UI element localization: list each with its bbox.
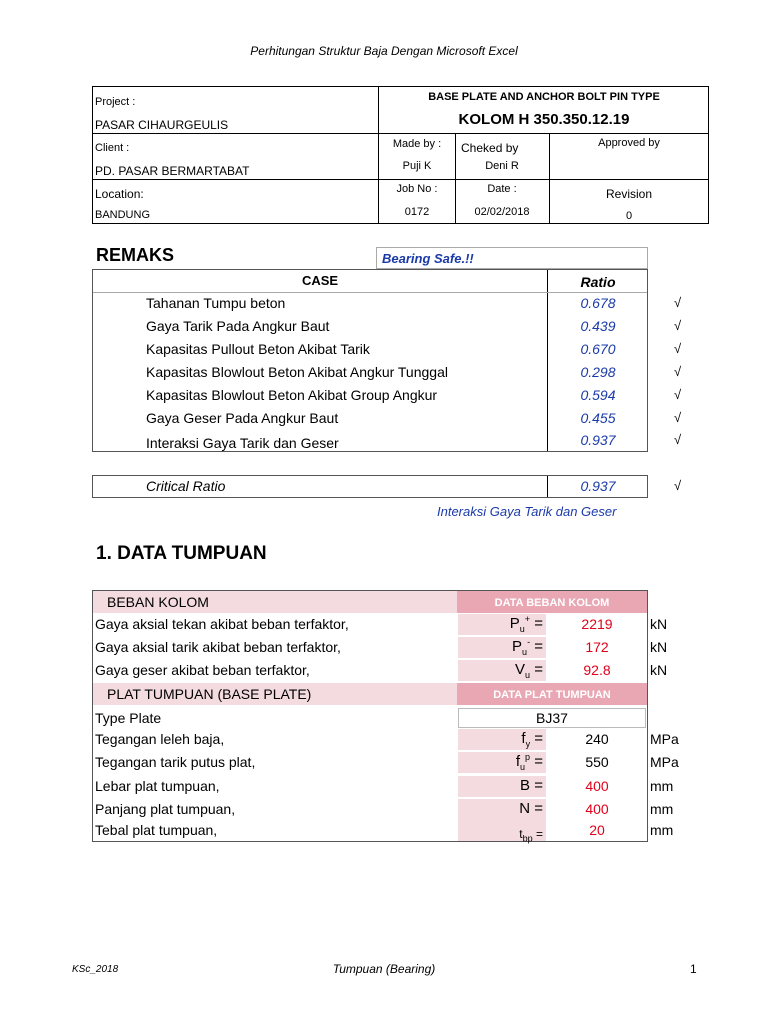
symbol-cell: $t_{bp}$ =	[458, 820, 546, 841]
symbol-cell: $V_u$ =	[458, 660, 546, 681]
project-label: Project :	[95, 96, 136, 108]
unit: mm	[650, 801, 674, 817]
unit: kN	[650, 639, 668, 655]
symbol-cell: $f_y$ =	[458, 729, 546, 750]
footer-left: KSc_2018	[72, 964, 119, 975]
beban-row-label: Gaya aksial tekan akibat beban terfaktor,	[95, 616, 349, 632]
beban-value: 92.8	[583, 662, 611, 678]
project-value: PASAR CIHAURGEULIS	[95, 118, 229, 132]
approved-label: Approved by	[598, 137, 660, 149]
unit: mm	[650, 778, 674, 794]
location-value: BANDUNG	[95, 209, 151, 221]
case-row-label: Interaksi Gaya Tarik dan Geser	[146, 435, 339, 451]
beban-tag: DATA BEBAN KOLOM	[457, 591, 647, 613]
plat-header: PLAT TUMPUAN (BASE PLATE)	[107, 686, 312, 702]
check-icon: √	[674, 318, 682, 333]
case-row-ratio: 0.298	[580, 364, 616, 380]
date-value: 02/02/2018	[474, 206, 530, 218]
beban-row-label: Gaya aksial tarik akibat beban terfaktor,	[95, 639, 341, 655]
plat-value: 240	[585, 731, 609, 747]
unit: kN	[650, 616, 668, 632]
unit: MPa	[650, 754, 679, 770]
case-row-label: Gaya Geser Pada Angkur Baut	[146, 410, 339, 426]
unit: mm	[650, 822, 674, 838]
plat-row-label: Tegangan leleh baja,	[95, 731, 225, 747]
case-row-ratio: 0.594	[580, 387, 616, 403]
location-label: Location:	[95, 187, 144, 201]
check-icon: √	[674, 364, 682, 379]
plat-row-label: Lebar plat tumpuan,	[95, 778, 220, 794]
case-header: CASE	[301, 273, 339, 288]
client-value: PD. PASAR BERMARTABAT	[95, 164, 250, 178]
case-row-label: Kapasitas Pullout Beton Akibat Tarik	[146, 341, 370, 357]
plat-value: 550	[585, 754, 609, 770]
check-icon: √	[674, 478, 682, 493]
made-by-value: Puji K	[402, 160, 432, 172]
symbol-cell: $P_u^+$ =	[458, 614, 546, 635]
case-row-label: Kapasitas Blowlout Beton Akibat Group Angkur	[146, 387, 438, 403]
unit: MPa	[650, 731, 679, 747]
footer-center: Tumpuan (Bearing)	[332, 962, 436, 976]
plat-row-label: Tebal plat tumpuan,	[95, 822, 218, 838]
title-block	[92, 86, 709, 224]
case-row-ratio: 0.455	[580, 410, 616, 426]
section-title: 1. DATA TUMPUAN	[96, 543, 267, 564]
plat-value: 400	[585, 801, 609, 817]
case-row-ratio: 0.439	[580, 318, 616, 334]
made-by-label: Made by :	[392, 138, 442, 150]
check-icon: √	[674, 432, 682, 447]
case-row-ratio: 0.937	[580, 432, 616, 448]
check-icon: √	[674, 410, 682, 425]
critical-label: Critical Ratio	[146, 478, 226, 494]
doc-type: BASE PLATE AND ANCHOR BOLT PIN TYPE	[428, 91, 660, 103]
revision-label: Revision	[605, 187, 653, 201]
date-label: Date :	[487, 183, 517, 195]
plat-tag: DATA PLAT TUMPUAN	[457, 683, 647, 705]
symbol-cell: $P_u^-$ =	[458, 637, 546, 658]
critical-case: Interaksi Gaya Tarik dan Geser	[437, 504, 617, 519]
beban-header: BEBAN KOLOM	[107, 594, 209, 610]
page-number: 1	[690, 962, 697, 976]
status-badge: Bearing Safe.!!	[376, 247, 648, 269]
symbol-cell: B =	[458, 776, 546, 797]
revision-value: 0	[625, 210, 633, 222]
case-row-label: Kapasitas Blowlout Beton Akibat Angkur Tunggal	[146, 364, 448, 380]
plat-row-label: Panjang plat tumpuan,	[95, 801, 236, 817]
symbol-cell: N =	[458, 799, 546, 820]
client-label: Client :	[95, 142, 130, 154]
check-icon: √	[674, 387, 682, 402]
checked-label: Cheked by	[461, 141, 519, 155]
beban-value: 2219	[581, 616, 613, 632]
type-plate-label: Type Plate	[95, 710, 162, 726]
case-row-ratio: 0.670	[580, 341, 616, 357]
plat-row-label: Tegangan tarik putus plat,	[95, 754, 256, 770]
checked-value: Deni R	[485, 160, 519, 172]
case-row-label: Gaya Tarik Pada Angkur Baut	[146, 318, 330, 334]
beban-value: 172	[585, 639, 609, 655]
job-value: 0172	[404, 206, 430, 218]
case-row-label: Tahanan Tumpu beton	[146, 295, 286, 311]
plat-value: 400	[585, 778, 609, 794]
remarks-title: REMAKS	[96, 245, 175, 265]
member-title: KOLOM H 350.350.12.19	[458, 111, 630, 128]
check-icon: √	[674, 341, 682, 356]
beban-row-label: Gaya geser akibat beban terfaktor,	[95, 662, 310, 678]
check-icon: √	[674, 295, 682, 310]
unit: kN	[650, 662, 668, 678]
type-plate-value: BJ37	[458, 708, 646, 728]
case-row-ratio: 0.678	[580, 295, 616, 311]
critical-ratio-value: 0.937	[580, 478, 616, 494]
symbol-cell: $f_u^p$ =	[458, 752, 546, 773]
page-header: Perhitungan Struktur Baja Dengan Microsoft Excel	[250, 44, 518, 58]
ratio-header: Ratio	[580, 274, 616, 290]
job-label: Job No :	[396, 183, 438, 195]
plat-value: 20	[589, 822, 605, 838]
